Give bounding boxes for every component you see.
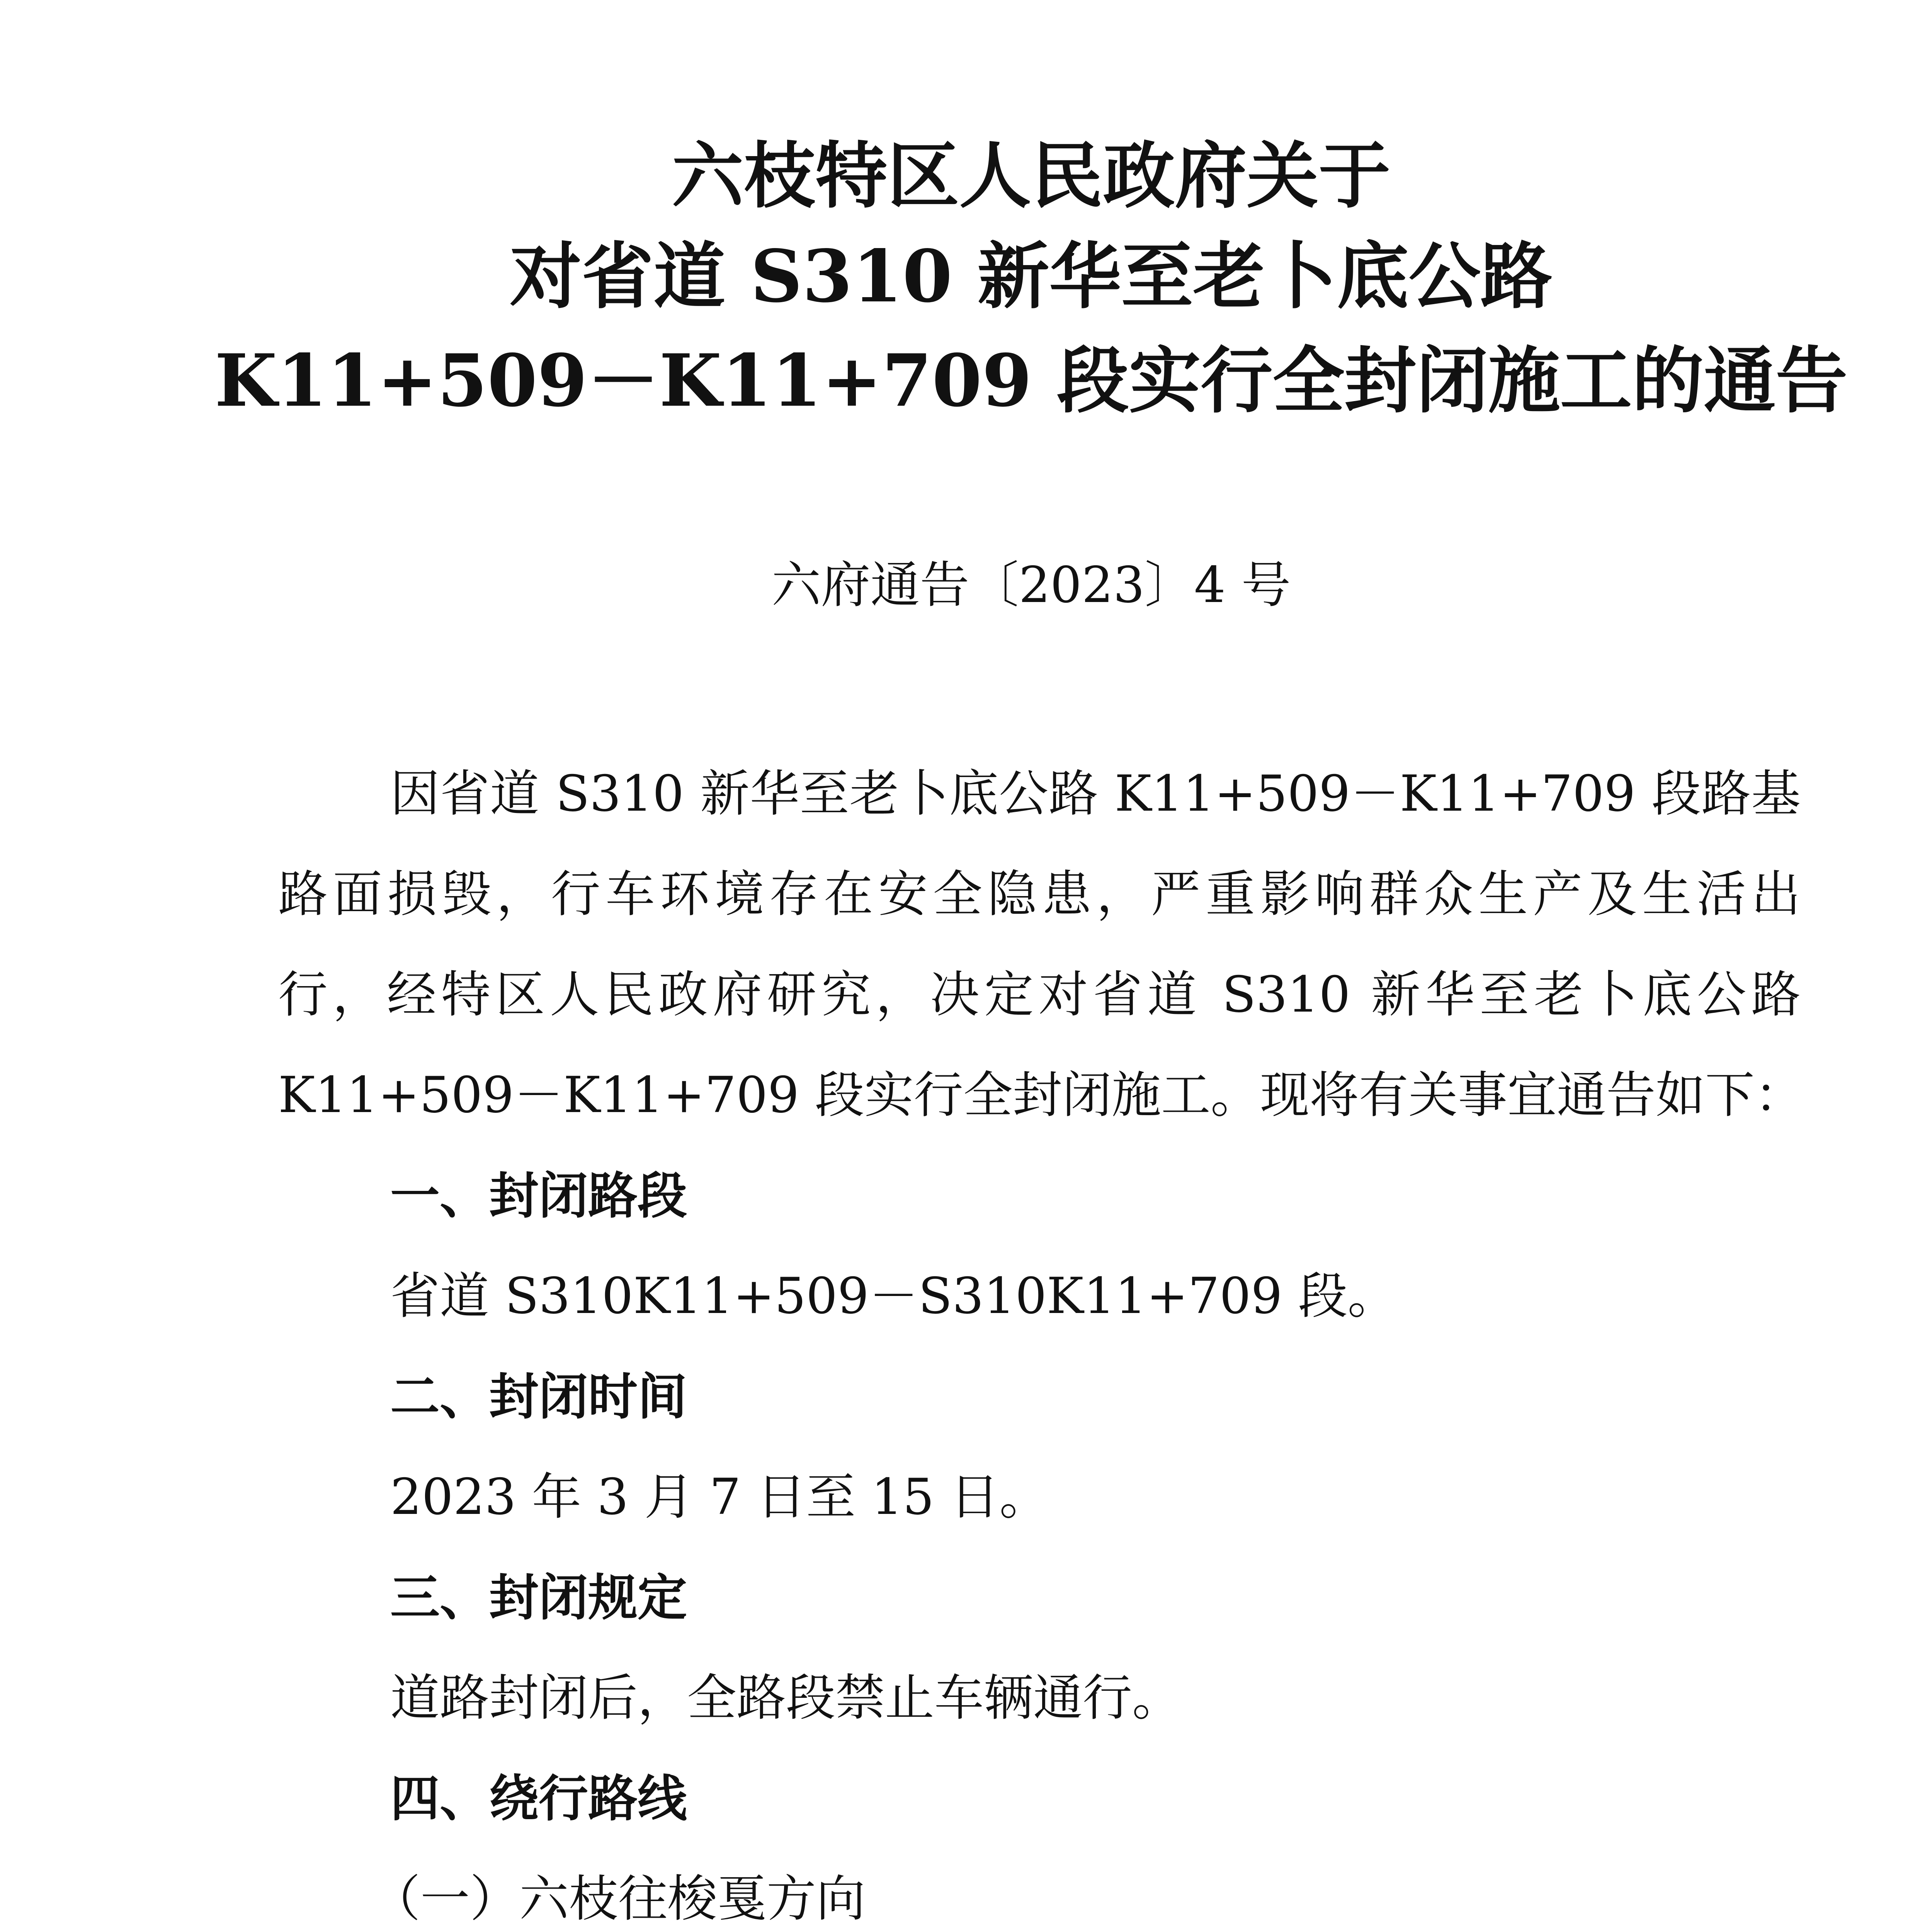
title-line-3: K11+509－K11+709 段实行全封闭施工的通告: [214, 338, 1848, 423]
section-1-text: 省道 S310K11+509－S310K11+709 段。: [390, 1267, 1397, 1325]
section-4-heading: 四、绕行路线: [390, 1770, 687, 1828]
document-number: 六府通告〔2023〕4 号: [771, 556, 1291, 614]
intro-line-1: 因省道 S310 新华至老卜底公路 K11+509－K11+709 段路基: [390, 765, 1801, 823]
section-2-text: 2023 年 3 月 7 日至 15 日。: [390, 1468, 1049, 1526]
title-line-1: 六枝特区人民政府关于: [672, 133, 1391, 218]
intro-line-4: K11+509－K11+709 段实行全封闭施工。现将有关事宜通告如下：: [278, 1066, 1804, 1124]
section-3-heading: 三、封闭规定: [390, 1569, 687, 1627]
section-1-heading: 一、封闭路段: [390, 1167, 687, 1225]
title-line-2: 对省道 S310 新华至老卜底公路: [510, 234, 1553, 318]
intro-line-2: 路面损毁，行车环境存在安全隐患，严重影响群众生产及生活出: [278, 866, 1801, 923]
section-3-text: 道路封闭后，全路段禁止车辆通行。: [390, 1669, 1182, 1727]
intro-line-3: 行，经特区人民政府研究，决定对省道 S310 新华至老卜底公路: [278, 966, 1801, 1024]
section-4-subheading: （一）六枝往梭戛方向: [371, 1870, 866, 1928]
section-2-heading: 二、封闭时间: [390, 1368, 687, 1426]
